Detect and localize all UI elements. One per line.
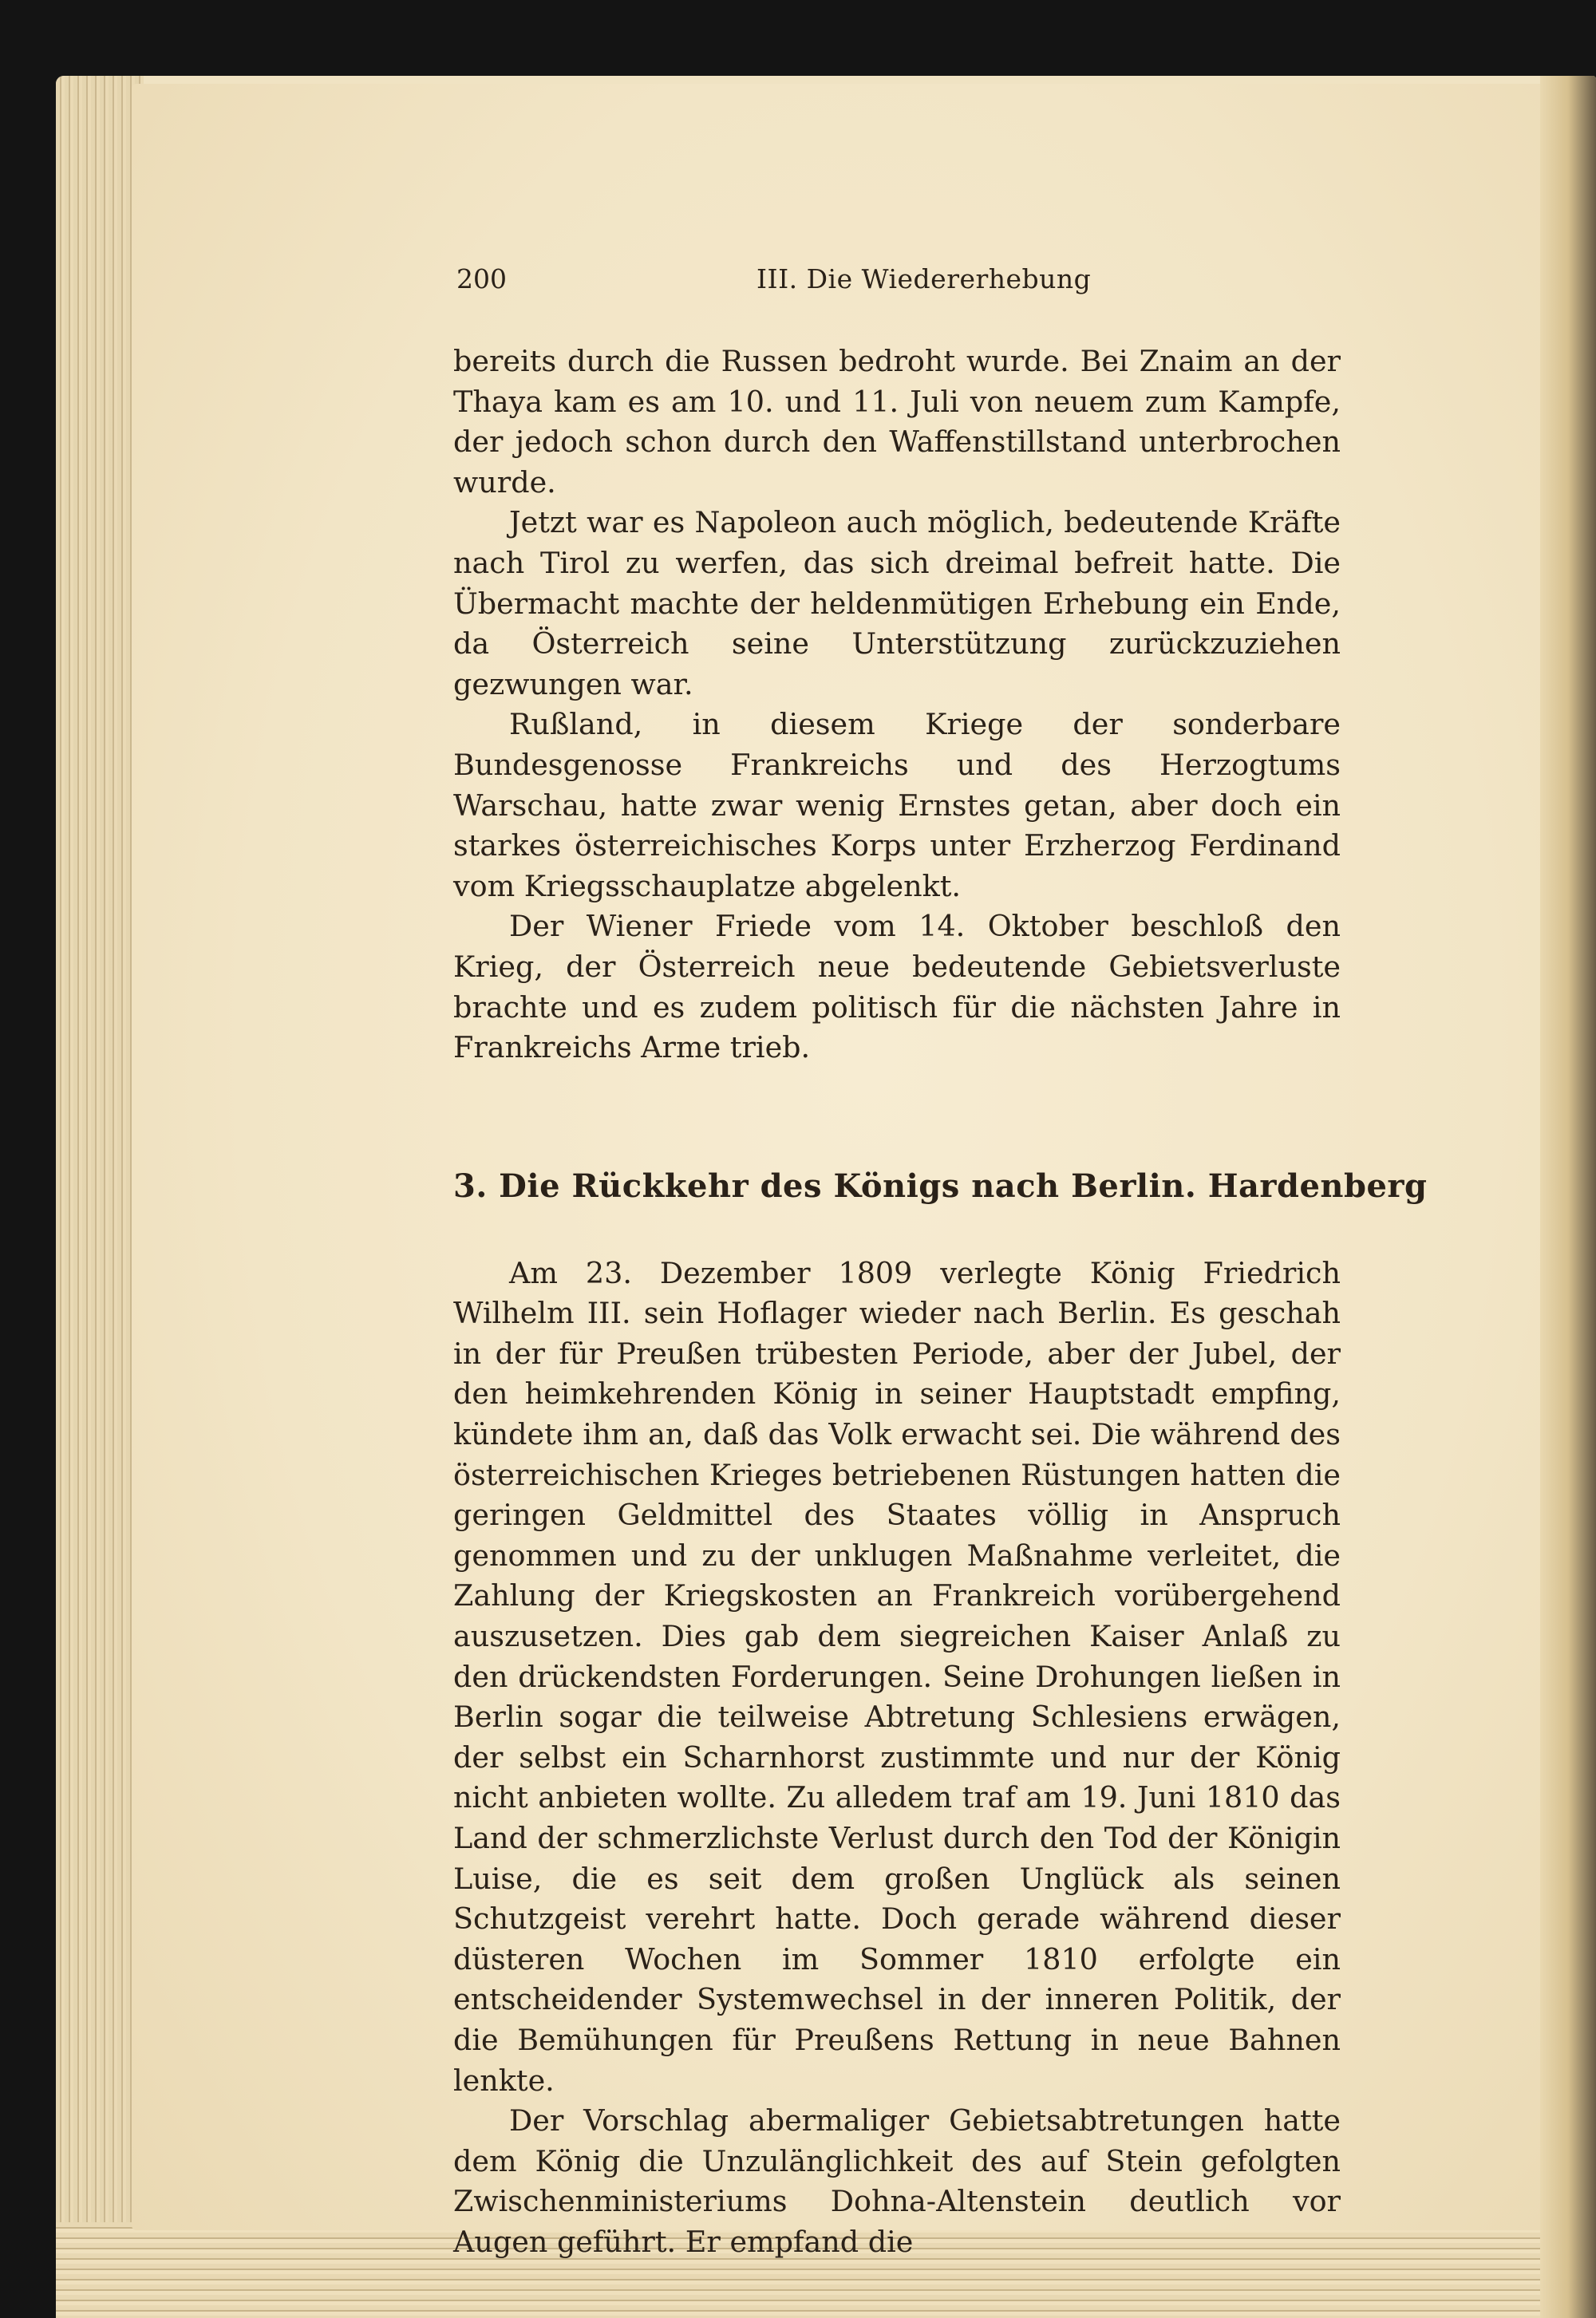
paragraph: Jetzt war es Napoleon auch möglich, bedeutende Kräfte nach Tirol zu werfen, das sich dreimal befreit hatte. Die Übermacht machte der heldenmütigen Erhebung ein Ende, da Österreich seine Unterstützung zurückzuziehen gezwungen war.: [453, 505, 1341, 701]
paragraph: Der Vorschlag abermaliger Gebietsabtretungen hatte dem König die Unzulänglichkeit des auf Stein gefolgten Zwischenministeriums Dohna-Altenstein deutlich vor Augen geführt. Er empfand die: [453, 2103, 1341, 2259]
page-edges-left: [56, 76, 144, 2318]
paragraph: Rußland, in diesem Kriege der sonderbare Bundesgenosse Frankreichs und des Herzogtums Warschau, hatte zwar wenig Ernstes getan, aber doch ein starkes österreichisches Korps unter Erzherzog Ferdinand vom Kriegsschauplatze abgelenkt.: [453, 707, 1341, 903]
paragraph: Der Wiener Friede vom 14. Oktober beschloß den Krieg, der Österreich neue bedeutende Gebietsverluste brachte und es zudem politisch für die nächsten Jahre in Frankreichs Arme trieb.: [453, 909, 1341, 1065]
section-heading: 3. Die Rückkehr des Königs nach Berlin. Hardenberg: [453, 1167, 1428, 1205]
page-number: 200: [456, 263, 507, 294]
book-gutter: [1540, 76, 1596, 2318]
paragraph-continued: bereits durch die Russen bedroht wurde. Bei Znaim an der Thaya kam es am 10. und 11. Juli von neuem zum Kampfe, der jedoch schon durch den Waffenstillstand unterbrochen wurde.: [453, 344, 1341, 500]
text-column: [453, 263, 1428, 2263]
running-title: III. Die Wiedererhebung: [757, 263, 1092, 294]
paragraph: Am 23. Dezember 1809 verlegte König Friedrich Wilhelm III. sein Hoflager wieder nach Berlin. Es geschah in der für Preußen trübesten Periode, aber der Jubel, der den heimkehrenden König in seiner Hauptstadt empfing, kündete ihm an, daß das Volk erwacht sei. Die während des österreichischen Krieges betriebenen Rüstungen hatten die geringen Geldmittel des Staates völlig in Anspruch genommen und zu der unklugen Maßnahme verleitet, die Zahlung der Kriegskosten an Frankreich vorübergehend auszusetzen. Dies gab dem siegreichen Kaiser Anlaß zu den drückendsten Forderungen. Seine Drohungen ließen in Berlin sogar die teilweise Abtretung Schlesiens erwägen, der selbst ein Scharnhorst zustimmte und nur der König nicht anbieten wollte. Zu alledem traf am 19. Juni 1810 das Land der schmerzlichste Verlust durch den Tod der Königin Luise, die es seit dem großen Unglück als seinen Schutzgeist verehrt hatte. Doch gerade während dieser düsteren Wochen im Sommer 1810 erfolgte ein entscheidender Systemwechsel in der inneren Politik, der die Bemühungen für Preußens Rettung in neue Bahnen lenkte.: [453, 1255, 1341, 2098]
running-header: [453, 263, 1341, 302]
